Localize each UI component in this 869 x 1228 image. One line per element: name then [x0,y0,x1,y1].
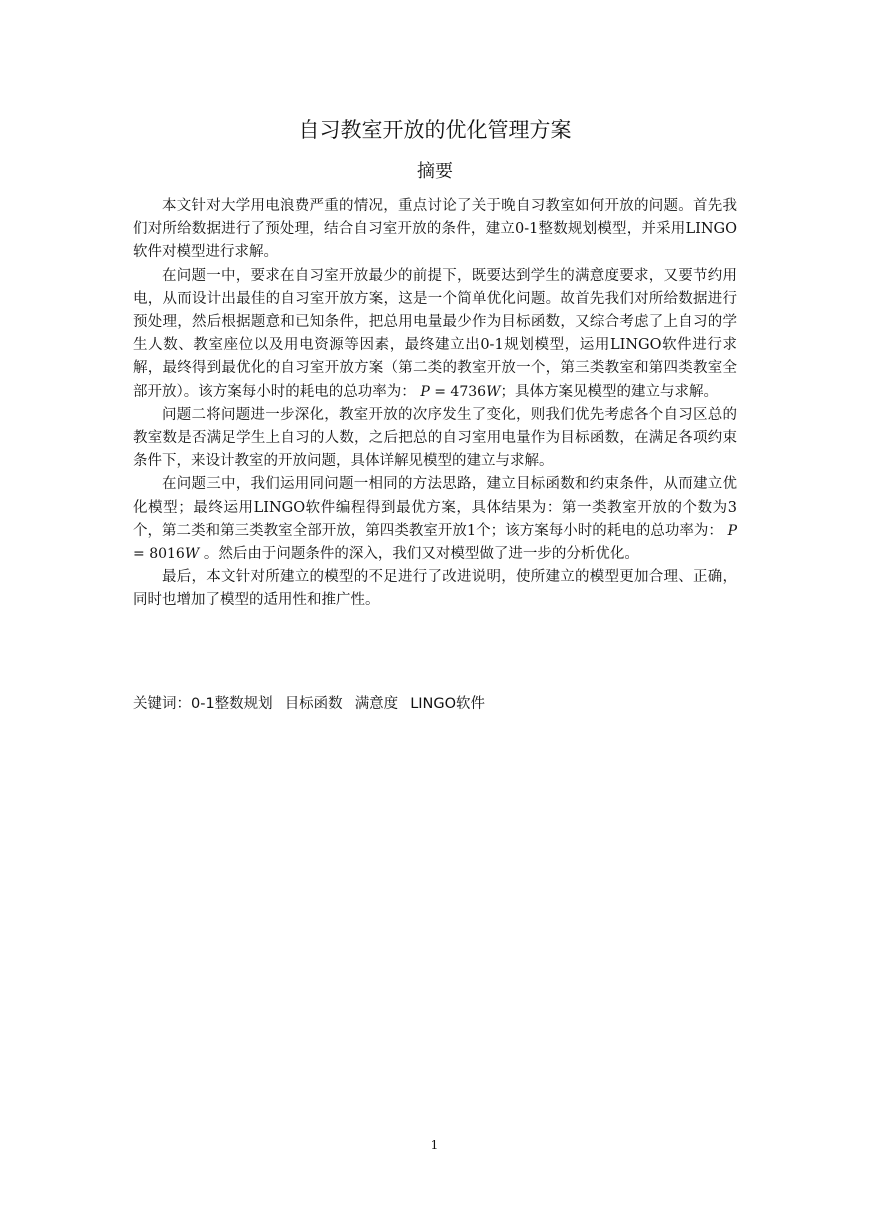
formula-operator: = [434,383,446,400]
formula-variable: P [420,383,430,400]
formula-value: 8016 [149,546,185,563]
abstract-paragraph-1: 本文针对大学用电浪费严重的情况，重点讨论了关于晚自习教室如何开放的问题。首先我们对所给数据进行了预处理，结合自习室开放的条件，建立0-1整数规划模型，并采用LINGO软件对模型进行求解。 [133,198,737,261]
paragraph-text: 在问题一中，要求在自习室开放最少的前提下，既要达到学生的满意度要求，又要节约用电，从而设计出最佳的自习室开放方案，这是一个简单优化问题。故首先我们对所给数据进行预处理，然后根据题意和已知条件，把总用电量最少作为目标函数，又综合考虑了上自习的学生人数、教室座位以及用电资源等因素，最终建立出0-1规划模型，运用LINGO软件进行求解，最终得到最优化的自习室开放方案（第二类的教室开放一个，第三类教室和第四类教室全部开放）。该方案每小时的耗电的总功率为： [133,267,737,400]
abstract-paragraph-5: 最后，本文针对所建立的模型的不足进行了改进说明，使所建立的模型更加合理、正确，同时也增加了模型的适用性和推广性。 [133,569,737,609]
paragraph-text: 。然后由于问题条件的深入，我们又对模型做了进一步的分析优化。 [203,546,639,563]
formula-value: 4736 [450,383,487,400]
abstract-paragraph-4 [133,473,737,566]
keyword: 目标函数 [284,696,343,712]
keywords-label: 关键词： [133,696,191,712]
document-title: 自习教室开放的优化管理方案 [298,118,572,142]
power-formula [420,384,500,400]
abstract-body [133,195,737,613]
formula-operator: = [133,546,145,563]
formula-unit: W [184,546,200,563]
page-number: 1 [430,1138,439,1152]
keyword: 满意度 [354,696,399,712]
keyword: LINGO软件 [410,696,486,712]
paragraph-text: ；具体方案见模型的建立与求解。 [500,383,718,400]
keyword: 0-1整数规划 [191,696,273,712]
formula-unit: W [486,383,501,400]
abstract-paragraph-2 [133,265,737,404]
abstract-paragraph-3: 问题二将问题进一步深化，教室开放的次序发生了变化，则我们优先考虑各个自习区总的教室数是否满足学生上自习的人数，之后把总的自习室用电量作为目标函数，在满足各项约束条件下，来设计教室的开放问题，具体详解见模型的建立与求解。 [133,406,737,470]
formula-variable: P [727,522,738,539]
paragraph-text: 在问题三中，我们运用同问题一相同的方法思路，建立目标函数和约束条件，从而建立优化模型；最终运用LINGO软件编程得到最优方案，具体结果为：第一类教室开放的个数为3个，第二类和第三类教室全部开放，第四类教室开放1个；该方案每小时的耗电的总功率为： [133,476,737,539]
keywords-line [133,693,737,715]
abstract-heading: 摘要 [417,161,453,182]
